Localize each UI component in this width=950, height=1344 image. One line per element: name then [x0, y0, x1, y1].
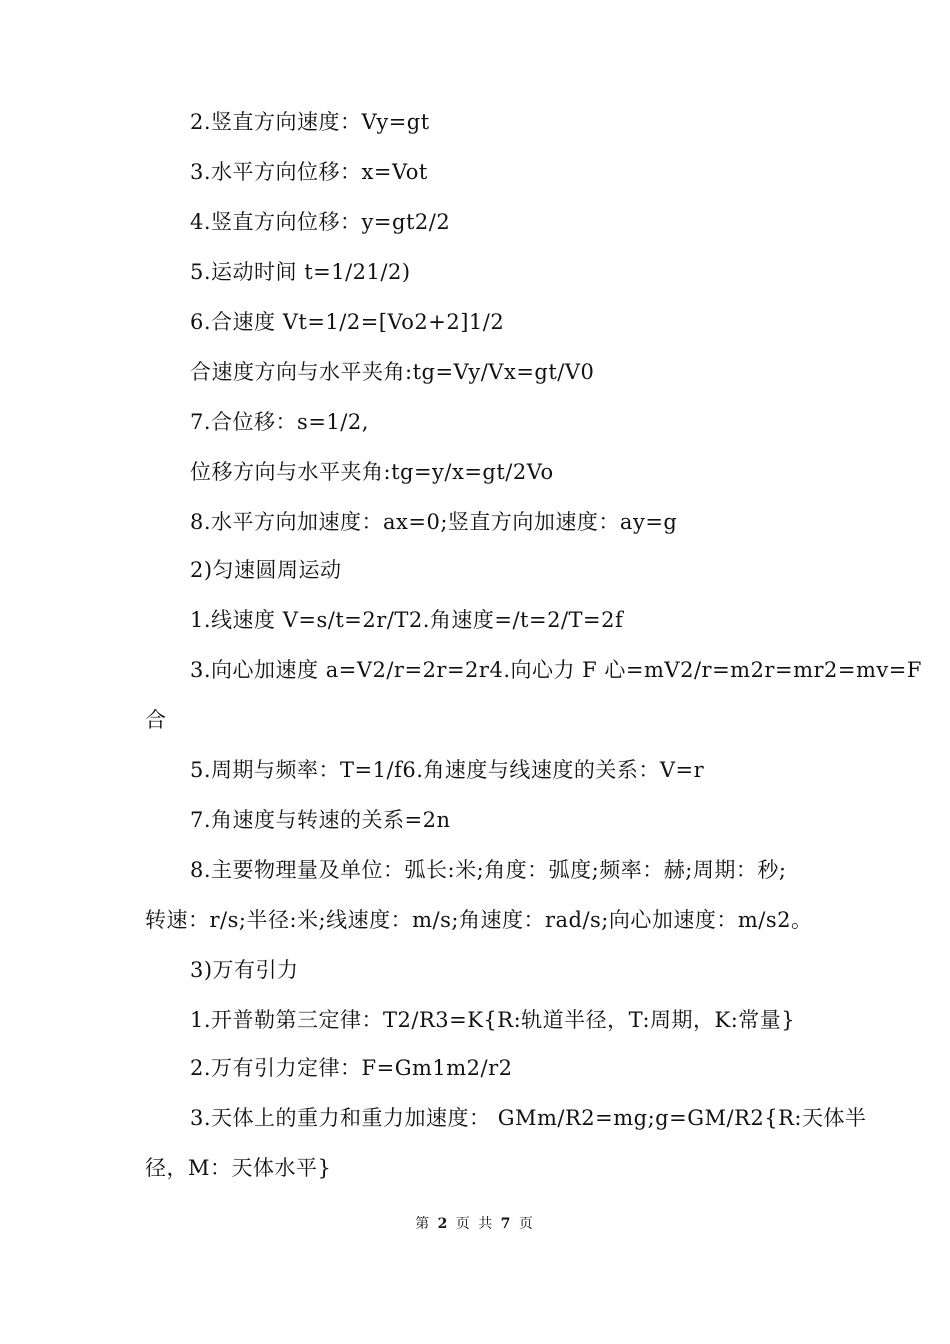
text-line: 径，M：天体水平} [145, 1156, 332, 1180]
text-line: 8.水平方向加速度：ax=0;竖直方向加速度：ay=g [190, 510, 678, 534]
text-line: 3.水平方向位移：x=Vot [190, 160, 428, 184]
text-line: 8.主要物理量及单位：弧长:米;角度：弧度;频率：赫;周期：秒; [190, 858, 787, 882]
text-line: 3.天体上的重力和重力加速度： GMm/R2=mg;g=GM/R2{R:天体半 [190, 1106, 867, 1130]
text-line: 7.合位移：s=1/2, [190, 410, 369, 434]
footer-middle: 页 共 [455, 1216, 495, 1232]
text-line: 合速度方向与水平夹角:tg=Vy/Vx=gt/V0 [190, 360, 595, 384]
text-line: 合 [145, 708, 167, 732]
text-line: 5.周期与频率：T=1/f6.角速度与线速度的关系：V=r [190, 758, 705, 782]
text-line: 7.角速度与转速的关系=2n [190, 808, 451, 832]
page-footer [0, 1215, 950, 1233]
footer-suffix: 页 [518, 1216, 535, 1232]
text-line: 6.合速度 Vt=1/2=[Vo2+2]1/2 [190, 310, 505, 334]
text-line: 5.运动时间 t=1/21/2) [190, 260, 411, 284]
text-line: 1.开普勒第三定律：T2/R3=K{R:轨道半径，T:周期，K:常量} [190, 1008, 796, 1032]
footer-prefix: 第 [415, 1216, 432, 1232]
footer-total-pages: 7 [500, 1216, 513, 1232]
text-line: 3.向心加速度 a=V2/r=2r=2r4.向心力 F 心=mV2/r=m2r=mr2=mv=F [190, 658, 922, 682]
text-line: 位移方向与水平夹角:tg=y/x=gt/2Vo [190, 460, 554, 484]
section-heading: 2)匀速圆周运动 [190, 558, 342, 582]
text-line: 4.竖直方向位移：y=gt2/2 [190, 210, 451, 234]
footer-page-number: 2 [437, 1216, 450, 1232]
text-line: 2.万有引力定律：F=Gm1m2/r2 [190, 1056, 513, 1080]
text-line: 1.线速度 V=s/t=2r/T2.角速度=/t=2/T=2f [190, 608, 624, 632]
text-line: 转速：r/s;半径:米;线速度：m/s;角速度：rad/s;向心加速度：m/s2。 [145, 908, 813, 932]
text-line: 2.竖直方向速度：Vy=gt [190, 110, 430, 134]
section-heading: 3)万有引力 [190, 958, 299, 982]
